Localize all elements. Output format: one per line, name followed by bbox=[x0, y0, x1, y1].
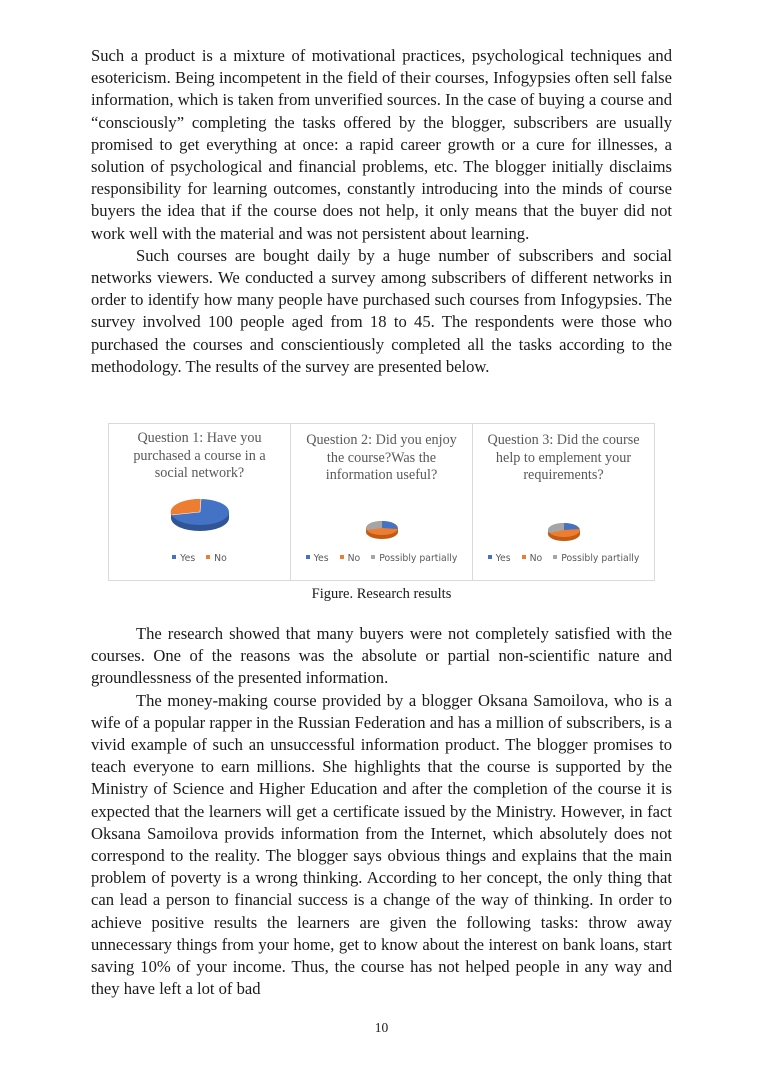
chart-title-q3: Question 3: Did the course help to emplement your requirements? bbox=[487, 432, 640, 483]
pie-3d-icon bbox=[546, 521, 582, 545]
pie-chart-q3 bbox=[473, 521, 654, 545]
chart-panel-q2 bbox=[291, 424, 473, 580]
paragraph-3: The research showed that many buyers were not completely satisfied with the courses. One of the reasons was the absolute or partial non-scientific nature and groundlessness of the presented information. bbox=[91, 624, 672, 688]
chart-panel-q3 bbox=[473, 424, 654, 580]
chart-legend-q3 bbox=[473, 548, 654, 570]
legend-item-no: No bbox=[522, 548, 543, 570]
chart-title-q1: Question 1: Have you purchased a course in a social network? bbox=[133, 430, 266, 481]
chart-panel-q1 bbox=[109, 424, 291, 580]
legend-item-yes: Yes bbox=[306, 548, 329, 570]
paragraph-1: Such a product is a mixture of motivational practices, psychological techniques and esotericism. Being incompetent in the field of their courses, Infogypsies often sell false information, which is taken from unverified sources. In the case of buying a course and “consciously” completing the tasks offered by the blogger, subscribers are usually promised to get everything at once: a rapid career growth or a cure for illnesses, a solution of psychological and financial problems, etc. The blogger initially disclaims responsibility for learning outcomes, constantly introducing into the minds of course buyers the idea that if the course does not help, it only means that the buyer did not work well with the material and was not persistent about learning. bbox=[91, 46, 672, 243]
page-number: 10 bbox=[374, 1020, 389, 1035]
legend-item-no: No bbox=[340, 548, 361, 570]
pie-3d-icon bbox=[364, 519, 400, 543]
legend-swatch-no bbox=[206, 555, 210, 559]
text-block-top bbox=[91, 45, 672, 378]
paragraph-2: Such courses are bought daily by a huge number of subscribers and social networks viewers. We conducted a survey among subscribers of different networks in order to identify how many people have purchased such courses from Infogypsies. The survey involved 100 people aged from 18 to 45. The respondents were those who purchased the courses and conscientiously completed all the tasks according to the methodology. The results of the survey are presented below. bbox=[91, 245, 672, 376]
pie-3d-icon bbox=[168, 498, 232, 538]
legend-swatch-yes bbox=[306, 555, 310, 559]
figure-caption: Figure. Research results bbox=[311, 586, 452, 602]
legend-item-partial: Possibly partially bbox=[371, 548, 457, 570]
legend-swatch-partial bbox=[371, 555, 375, 559]
legend-swatch-partial bbox=[553, 555, 557, 559]
legend-item-yes: Yes bbox=[488, 548, 511, 570]
legend-swatch-no bbox=[340, 555, 344, 559]
paragraph-4: The money-making course provided by a blogger Oksana Samoilova, who is a wife of a popular rapper in the Russian Federation and has a million of subscribers, is a vivid example of such an unsuccessful information product. The blogger promises to teach everyone to earn millions. She highlights that the course is supported by the Ministry of Science and Higher Education and after the completion of the course it is expected that the learners will get a certificate issued by the Ministry. However, in fact Oksana Samoilova provids information from the Internet, which absolutely does not correspond to the reality. The blogger says obvious things and explains that the main problem of poverty is a wrong thinking. According to her concept, the only thing that can lead a person to financial success is a change of the way of thinking. In order to achieve positive results the learners are given the following tasks: throw away unnecessary things from your home, get to know about the interest on bank loans, start saving 10% of your income. Thus, the course has not helped people in any way and they have left a lot of bad bbox=[91, 690, 672, 999]
legend-item-no: No bbox=[206, 548, 227, 570]
chart-legend-q1 bbox=[109, 548, 290, 570]
legend-swatch-yes bbox=[172, 555, 176, 559]
text-block-bottom bbox=[91, 623, 672, 1000]
chart-title-q2: Question 2: Did you enjoy the course?Was the information useful? bbox=[306, 432, 457, 483]
pie-chart-q2 bbox=[291, 519, 472, 543]
legend-item-yes: Yes bbox=[172, 548, 195, 570]
legend-item-partial: Possibly partially bbox=[553, 548, 639, 570]
research-results-figure bbox=[108, 423, 655, 581]
legend-swatch-yes bbox=[488, 555, 492, 559]
pie-chart-q1 bbox=[109, 498, 290, 538]
chart-legend-q2 bbox=[291, 548, 472, 570]
legend-swatch-no bbox=[522, 555, 526, 559]
